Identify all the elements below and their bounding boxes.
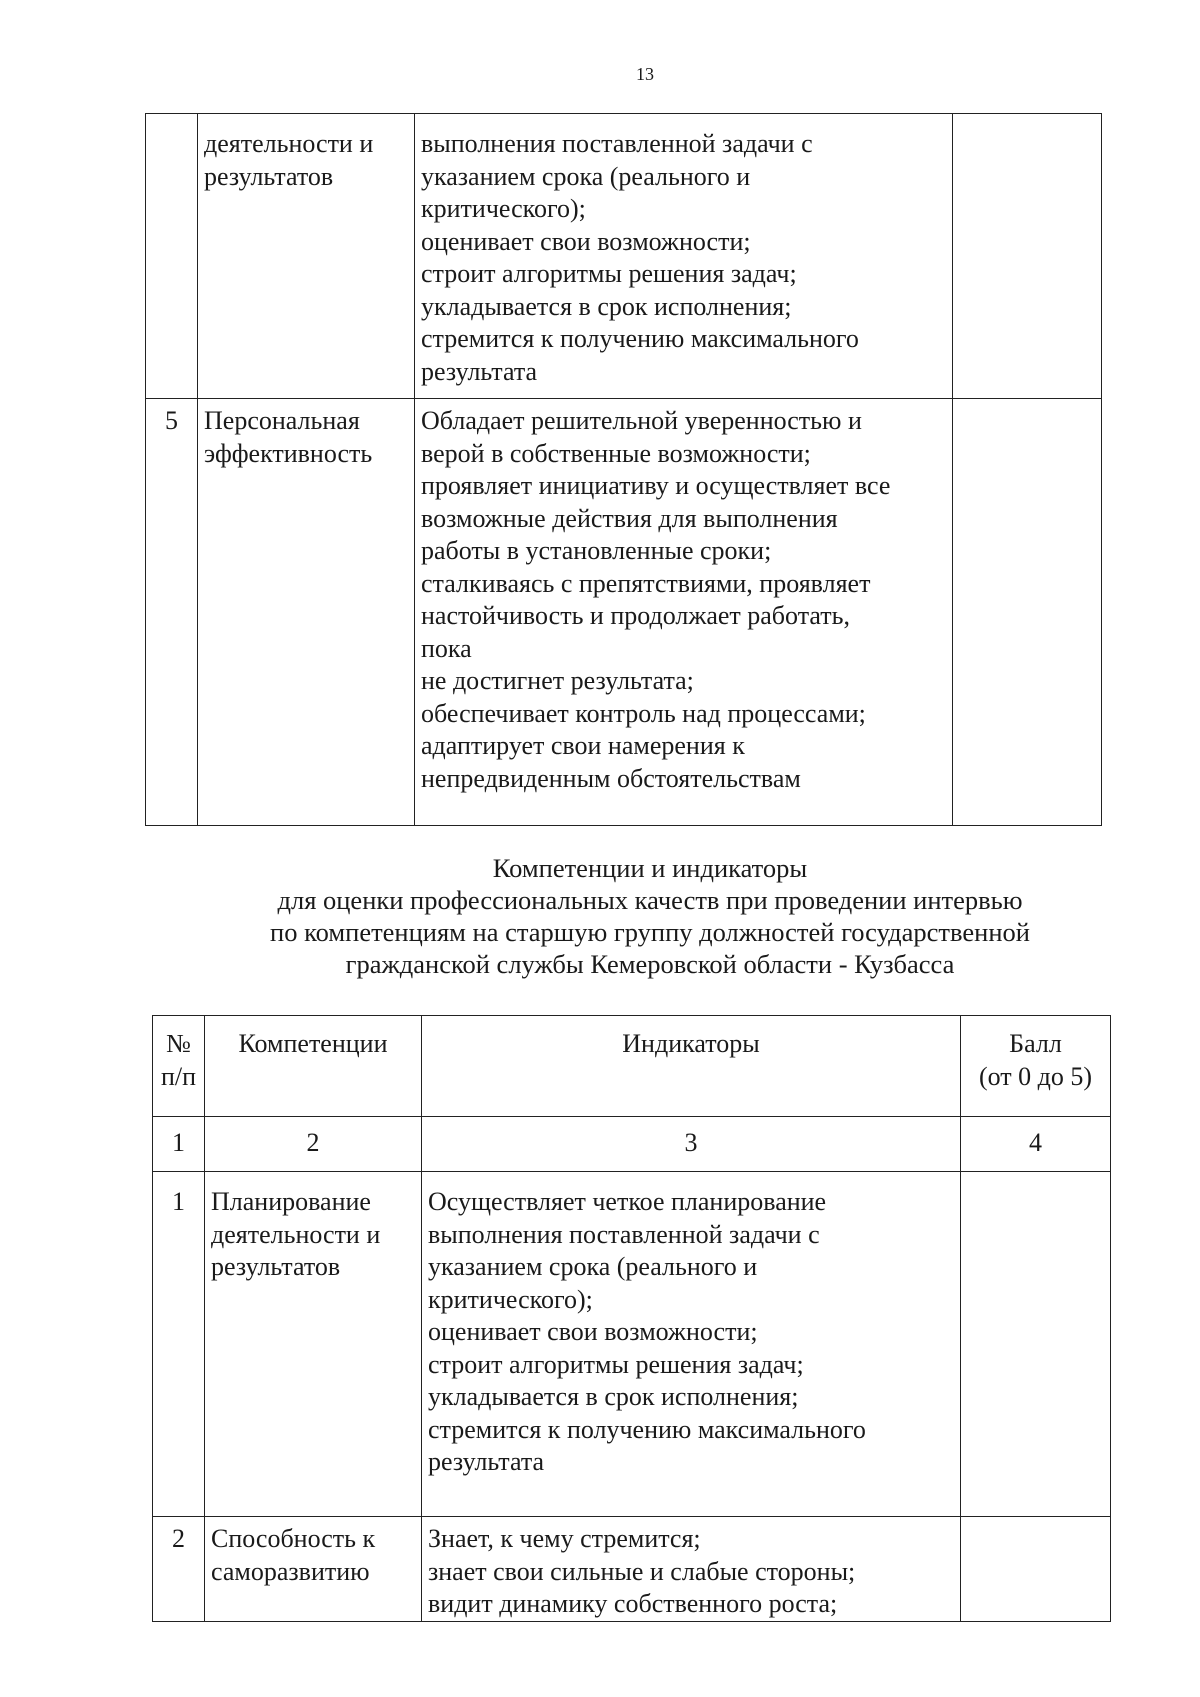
header-competence: Компетенции [205,1016,422,1117]
competence-cell: Способность к саморазвитию [205,1517,422,1622]
column-number: 2 [205,1117,422,1172]
row-number [146,114,198,399]
row-number: 1 [153,1172,205,1517]
row-number: 5 [146,399,198,826]
table-row [153,1517,1111,1622]
heading-line: гражданской службы Кемеровской области - Кузбасса [345,949,955,979]
table-row [146,399,1102,826]
header-score: Балл (от 0 до 5) [961,1016,1111,1117]
indicators-cell: Знает, к чему стремится; знает свои сильные и слабые стороны; видит динамику собственного роста; [422,1517,961,1622]
column-number: 4 [961,1117,1111,1172]
column-number: 1 [153,1117,205,1172]
competence-table-continued [145,113,1102,826]
score-cell[interactable] [961,1172,1111,1517]
indicators-cell: Осуществляет четкое планирование выполнения поставленной задачи с указанием срока (реального и критического); оценивает свои возможности; строит алгоритмы решения задач; укладывается в срок исполнения; стремится к получению максимального результата [422,1172,961,1517]
indicators-cell: выполнения поставленной задачи с указанием срока (реального и критического); оценивает свои возможности; строит алгоритмы решения задач; укладывается в срок исполнения; стремится к получению максимального результата [415,114,953,399]
page-number: 13 [636,64,654,84]
competence-cell: Персональная эффективность [198,399,415,826]
row-number: 2 [153,1517,205,1622]
table-header-row [153,1016,1111,1117]
table-row [153,1172,1111,1517]
score-cell[interactable] [953,399,1102,826]
indicators-cell: Обладает решительной уверенностью и верой в собственные возможности; проявляет инициативу и осуществляет все возможные действия для выполнения работы в установленные сроки; сталкиваясь с препятствиями, проявляет настойчивость и продолжает работать, пока не достигнет результата; обеспечивает контроль над процессами; адаптирует свои намерения к непредвиденным обстоятельствам [415,399,953,826]
score-cell[interactable] [953,114,1102,399]
competence-cell: Планирование деятельности и результатов [205,1172,422,1517]
heading-line: для оценки профессиональных качеств при проведении интервью [277,885,1023,915]
table-row [146,114,1102,399]
heading-line: по компетенциям на старшую группу должностей государственной [270,917,1030,947]
section-heading [160,852,1140,980]
column-number: 3 [422,1117,961,1172]
competence-table [152,1015,1111,1622]
header-indicators: Индикаторы [422,1016,961,1117]
column-number-row [153,1117,1111,1172]
score-cell[interactable] [961,1517,1111,1622]
heading-line: Компетенции и индикаторы [492,853,808,883]
competence-cell: деятельности и результатов [198,114,415,399]
header-number: № п/п [153,1016,205,1117]
